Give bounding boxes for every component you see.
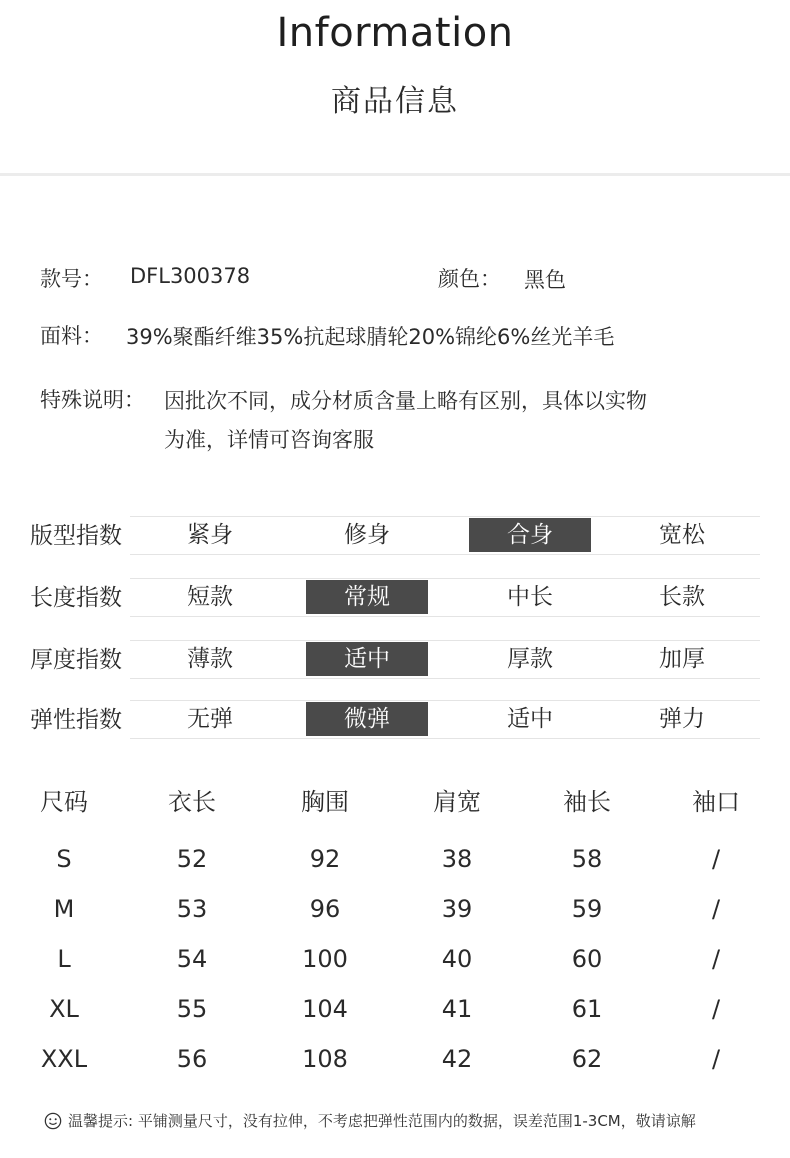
measurement-tip-text: 温馨提示: 平铺测量尺寸，没有拉伸，不考虑把弹性范围内的数据，误差范围1-3CM，敬请谅解 (68, 1112, 696, 1130)
index-option: 中长 (507, 584, 553, 610)
index-option: 紧身 (187, 522, 233, 548)
index-option-selected: 常规 (306, 580, 428, 614)
size-table-cell: 54 (176, 945, 208, 973)
index-label-elasticity: 弹性指数 (30, 707, 122, 733)
index-option: 短款 (187, 584, 233, 610)
index-option: 薄款 (187, 646, 233, 672)
size-table-cell: 40 (441, 945, 473, 973)
index-option: 长款 (659, 584, 705, 610)
size-table-cell: 41 (441, 995, 473, 1023)
index-label-fit: 版型指数 (30, 523, 122, 549)
header-divider (0, 173, 790, 176)
index-divider-top (130, 578, 760, 579)
size-label-cell: L (57, 945, 71, 973)
size-table-cell: 53 (176, 895, 208, 923)
special-note-label: 特殊说明： (40, 388, 145, 412)
index-divider-bottom (130, 678, 760, 679)
smile-icon (44, 1112, 62, 1130)
size-table-cell: 92 (309, 845, 341, 873)
size-table-header: 胸围 (301, 788, 349, 816)
size-label-cell: XL (49, 995, 79, 1023)
index-divider-top (130, 640, 760, 641)
size-table-cell: 100 (302, 945, 348, 973)
size-table-cell: / (711, 995, 721, 1023)
index-option: 无弹 (187, 706, 233, 732)
size-label-cell: S (56, 845, 72, 873)
index-divider-top (130, 516, 760, 517)
page-title-en: Information (276, 10, 514, 56)
index-row-fit (0, 516, 790, 556)
index-option-selected: 微弹 (306, 702, 428, 736)
index-divider-bottom (130, 554, 760, 555)
size-table-header: 尺码 (40, 788, 88, 816)
size-table-cell: 56 (176, 1045, 208, 1073)
style-no-value: DFL300378 (130, 264, 251, 288)
size-table-cell: 60 (571, 945, 603, 973)
size-table-cell: 104 (302, 995, 348, 1023)
size-label-cell: M (53, 895, 75, 923)
index-option: 宽松 (659, 522, 705, 548)
index-divider-top (130, 700, 760, 701)
special-note-line1: 因批次不同，成分材质含量上略有区别，具体以实物 (164, 389, 647, 413)
size-table-cell: 55 (176, 995, 208, 1023)
size-table-cell: 58 (571, 845, 603, 873)
size-table-header: 袖口 (692, 788, 740, 816)
index-row-elasticity (0, 700, 790, 740)
index-option: 加厚 (659, 646, 705, 672)
size-table-header: 肩宽 (433, 788, 481, 816)
fabric-label: 面料： (40, 324, 103, 348)
size-table-cell: / (711, 845, 721, 873)
size-table-cell: 62 (571, 1045, 603, 1073)
fabric-value: 39%聚酯纤维35%抗起球腈轮20%锦纶6%丝光羊毛 (126, 325, 615, 349)
index-option: 弹力 (659, 706, 705, 732)
index-label-thickness: 厚度指数 (30, 647, 122, 673)
style-no-label: 款号： (40, 267, 103, 291)
size-table-cell: 61 (571, 995, 603, 1023)
size-table-cell: 39 (441, 895, 473, 923)
index-option: 厚款 (507, 646, 553, 672)
size-table-cell: 42 (441, 1045, 473, 1073)
special-note-line2: 为准，详情可咨询客服 (164, 428, 374, 452)
size-label-cell: XXL (40, 1045, 88, 1073)
size-table-header: 袖长 (563, 788, 611, 816)
size-table-cell: / (711, 945, 721, 973)
index-option: 修身 (344, 522, 390, 548)
size-table-cell: 38 (441, 845, 473, 873)
index-label-length: 长度指数 (30, 585, 122, 611)
index-row-thickness (0, 640, 790, 680)
page-title-cn: 商品信息 (331, 84, 459, 119)
size-table-cell: / (711, 1045, 721, 1073)
index-option-selected: 适中 (306, 642, 428, 676)
index-option-selected: 合身 (469, 518, 591, 552)
size-table-cell: 108 (302, 1045, 348, 1073)
index-divider-bottom (130, 738, 760, 739)
index-option: 适中 (507, 706, 553, 732)
color-value: 黑色 (524, 268, 566, 292)
size-table-cell: 52 (176, 845, 208, 873)
size-table-cell: 96 (309, 895, 341, 923)
size-table-cell: 59 (571, 895, 603, 923)
index-row-length (0, 578, 790, 618)
color-label: 颜色： (438, 267, 501, 291)
index-divider-bottom (130, 616, 760, 617)
size-table-cell: / (711, 895, 721, 923)
size-table-header: 衣长 (168, 788, 216, 816)
measurement-tip (44, 1110, 696, 1131)
